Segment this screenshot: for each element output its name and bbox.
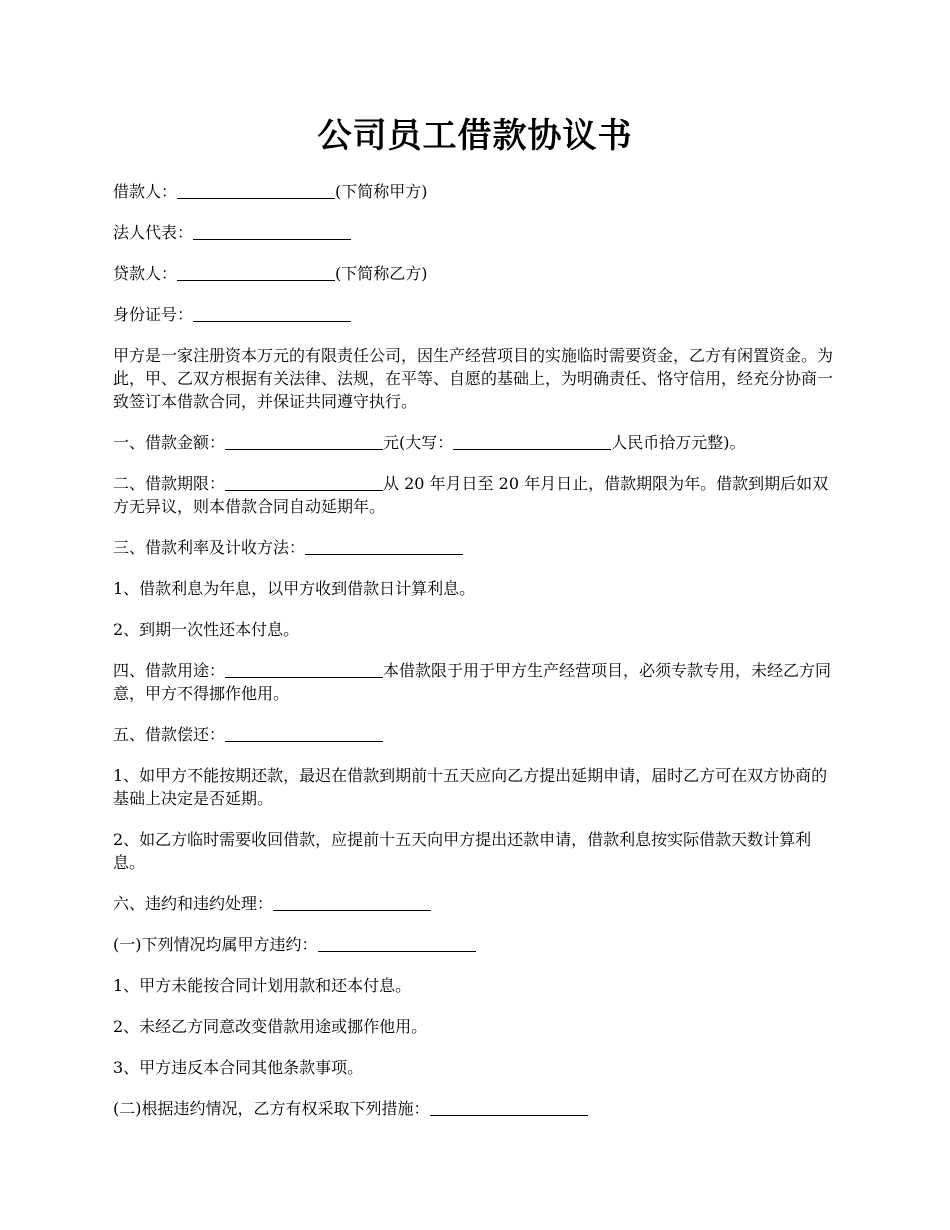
section-2-label: 二、借款期限： bbox=[113, 474, 226, 493]
term-blank bbox=[225, 474, 383, 491]
section-6-sub-2 bbox=[113, 1097, 838, 1120]
section-3-item-1: 1、借款利息为年息，以甲方收到借款日计算利息。 bbox=[113, 579, 476, 598]
section-1-mid: 元(大写： bbox=[383, 433, 454, 452]
section-4-label: 四、借款用途： bbox=[113, 661, 226, 680]
party-a-breach-blank bbox=[318, 935, 476, 952]
lender-line bbox=[113, 262, 838, 285]
amount-uppercase-blank bbox=[453, 433, 611, 450]
section-4-suffix: 本借款限于用于甲方生产经营项目，必须专款专用，未经乙方同意，甲方不得挪作他用。 bbox=[113, 661, 832, 703]
section-5-item-1: 1、如甲方不能按期还款，最迟在借款到期前十五天应向乙方提出延期申请，届时乙方可在双方协商的基础上决定是否延期。 bbox=[113, 766, 828, 808]
section-3-label: 三、借款利率及计收方法： bbox=[113, 538, 306, 557]
section-6-sub-1-label: (一)下列情况均属甲方违约： bbox=[113, 935, 318, 954]
section-5-repayment bbox=[113, 723, 838, 746]
legal-rep-label: 法人代表： bbox=[113, 223, 194, 242]
document-body bbox=[113, 180, 838, 1138]
section-6-sub-1-item-3: 3、甲方违反本合同其他条款事项。 bbox=[113, 1058, 364, 1077]
id-number-blank bbox=[193, 305, 351, 322]
id-number-label: 身份证号： bbox=[113, 305, 194, 324]
repayment-blank bbox=[225, 725, 383, 742]
section-1-amount bbox=[113, 431, 838, 454]
section-6-sub-1 bbox=[113, 933, 838, 956]
section-3-interest bbox=[113, 536, 838, 559]
breach-blank bbox=[273, 894, 431, 911]
section-2-suffix: 从 20 年月日至 20 年月日止，借款期限为年。借款到期后如双方无异议，则本借款合同自动延期年。 bbox=[113, 474, 829, 516]
section-2-term bbox=[113, 472, 838, 518]
section-1-suffix: 人民币拾万元整)。 bbox=[611, 433, 746, 452]
borrower-label: 借款人： bbox=[113, 182, 178, 201]
section-4-purpose bbox=[113, 659, 838, 705]
interest-blank bbox=[305, 538, 463, 555]
lender-label: 贷款人： bbox=[113, 264, 178, 283]
section-6-breach bbox=[113, 892, 838, 915]
id-number-line bbox=[113, 303, 838, 326]
amount-blank bbox=[225, 433, 383, 450]
borrower-blank bbox=[177, 182, 335, 199]
borrower-line bbox=[113, 180, 838, 203]
borrower-suffix: (下简称甲方) bbox=[335, 182, 428, 201]
section-5-item-2: 2、如乙方临时需要收回借款，应提前十五天向甲方提出还款申请，借款利息按实际借款天数计算利息。 bbox=[113, 830, 812, 872]
section-3-item-2: 2、到期一次性还本付息。 bbox=[113, 620, 300, 639]
intro-paragraph: 甲方是一家注册资本万元的有限责任公司，因生产经营项目的实施临时需要资金，乙方有闲置资金。为此，甲、乙双方根据有关法律、法规，在平等、自愿的基础上，为明确责任、恪守信用，经充分协商一致签订本借款合同，并保证共同遵守执行。 bbox=[113, 346, 834, 411]
section-6-sub-1-item-2: 2、未经乙方同意改变借款用途或挪作他用。 bbox=[113, 1017, 428, 1036]
section-6-label: 六、违约和违约处理： bbox=[113, 894, 274, 913]
lender-suffix: (下简称乙方) bbox=[335, 264, 428, 283]
legal-rep-blank bbox=[193, 223, 351, 240]
measures-blank bbox=[430, 1099, 588, 1116]
section-5-label: 五、借款偿还： bbox=[113, 725, 226, 744]
section-1-label: 一、借款金额： bbox=[113, 433, 226, 452]
legal-rep-line bbox=[113, 221, 838, 244]
purpose-blank bbox=[225, 661, 383, 678]
lender-blank bbox=[177, 264, 335, 281]
section-6-sub-1-item-1: 1、甲方未能按合同计划用款和还本付息。 bbox=[113, 976, 412, 995]
document-title: 公司员工借款协议书 bbox=[317, 116, 633, 156]
section-6-sub-2-label: (二)根据违约情况，乙方有权采取下列措施： bbox=[113, 1099, 430, 1118]
